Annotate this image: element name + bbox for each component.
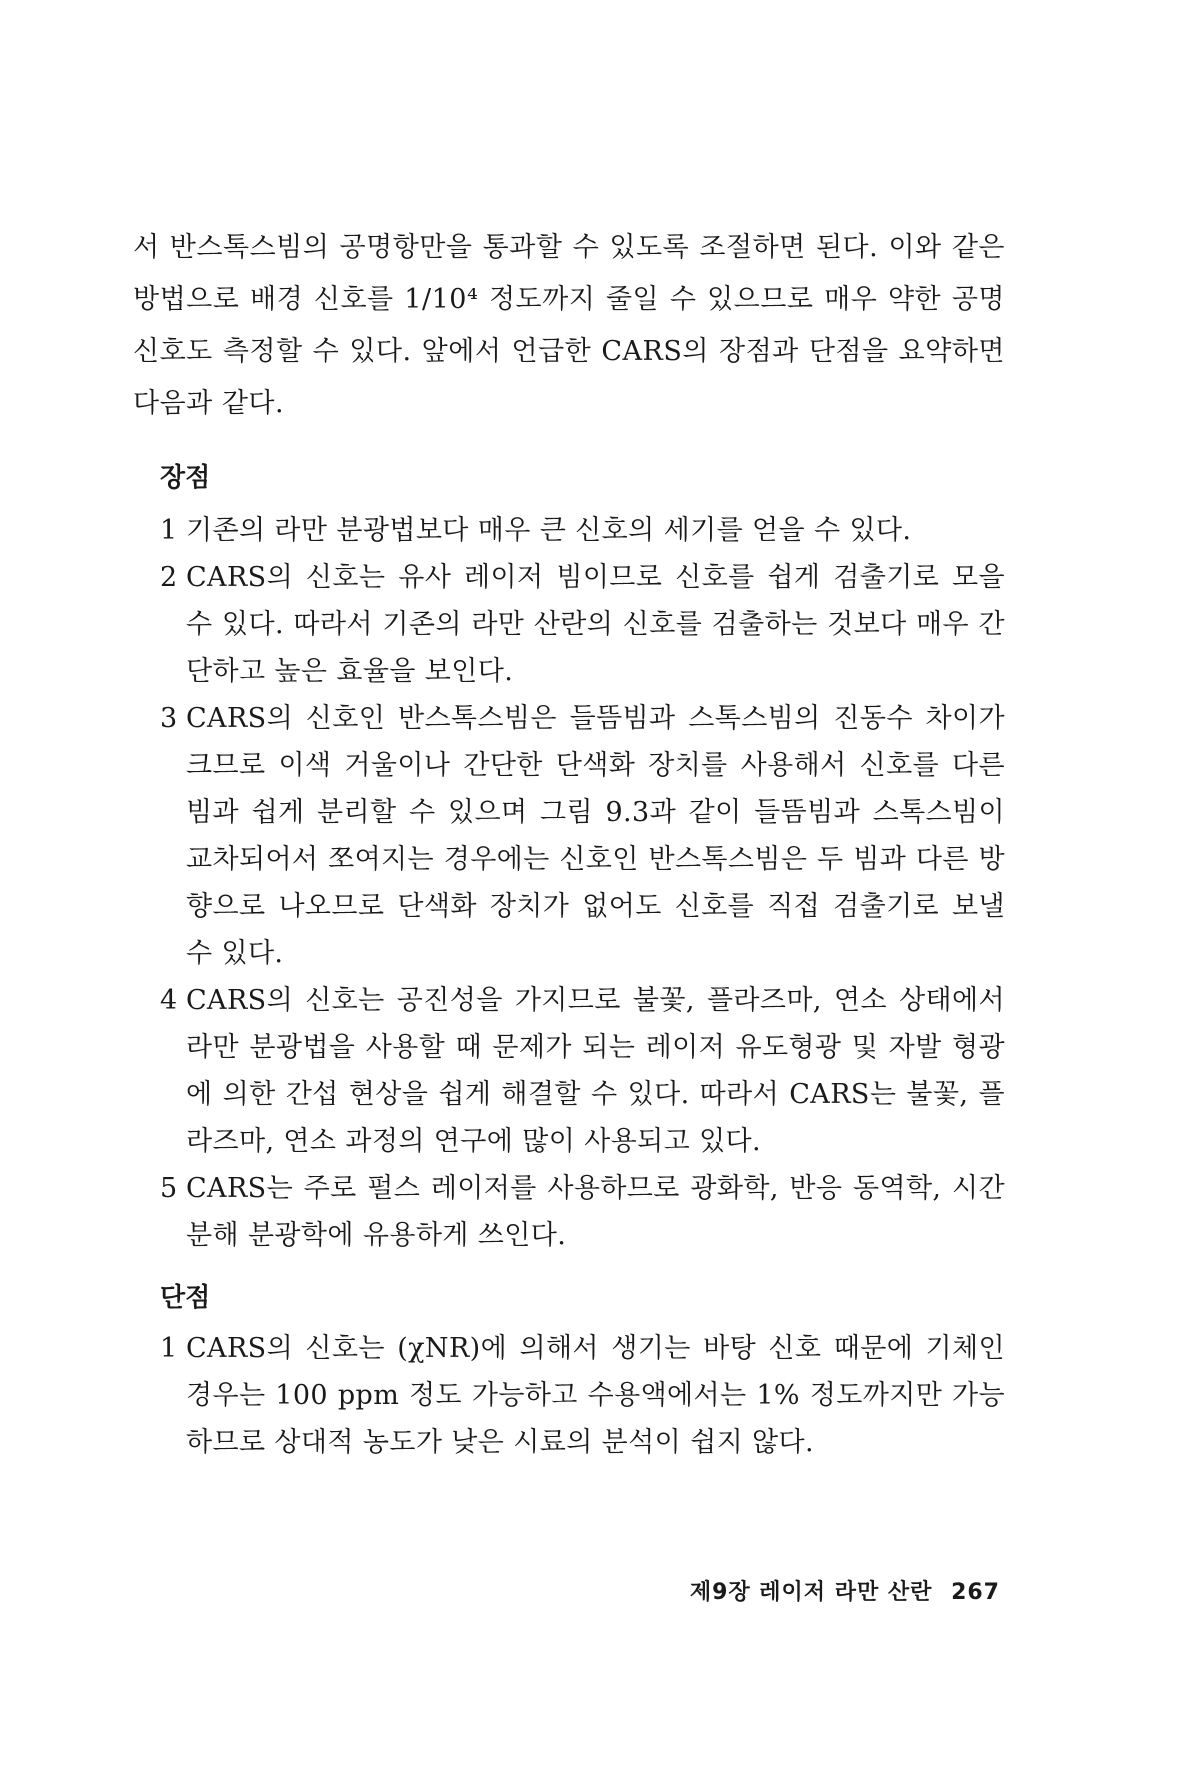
pros-item-4 xyxy=(160,977,1005,1165)
pros-list xyxy=(160,507,1005,1259)
pros-item-3 xyxy=(160,695,1005,977)
item-text: CARS는 주로 펄스 레이저를 사용하므로 광화학, 반응 동역학, 시간분해 분광학에 유용하게 쓰인다. xyxy=(186,1173,1005,1251)
chapter-title: 제9장 레이저 라만 산란 xyxy=(689,1580,933,1605)
item-text: CARS의 신호인 반스톡스빔은 들뜸빔과 스톡스빔의 진동수 차이가 크므로 이색 거울이나 간단한 단색화 장치를 사용해서 신호를 다른 빔과 쉽게 분리할 수 있으며 그림 9.3과 같이 들뜸빔과 스톡스빔이 교차되어서 쪼여지는 경우에는 신호인 반스톡스빔은 두 빔과 다른 방향으로 나오므로 단색화 장치가 없어도 신호를 직접 검출기로 보낼 수 있다. xyxy=(186,703,1005,969)
pros-item-2 xyxy=(160,554,1005,695)
cons-list xyxy=(160,1325,1005,1466)
item-text: 기존의 라만 분광법보다 매우 큰 신호의 세기를 얻을 수 있다. xyxy=(186,515,912,546)
item-number: 2 xyxy=(160,562,178,593)
cons-heading: 단점 xyxy=(160,1283,211,1313)
item-number: 5 xyxy=(160,1173,178,1204)
pros-item-1 xyxy=(160,507,1005,554)
item-text: CARS의 신호는 공진성을 가지므로 불꽃, 플라즈마, 연소 상태에서 라만 분광법을 사용할 때 문제가 되는 레이저 유도형광 및 자발 형광에 의한 간섭 현상을 쉽게 해결할 수 있다. 따라서 CARS는 불꽃, 플라즈마, 연소 과정의 연구에 많이 사용되고 있다. xyxy=(186,985,1005,1157)
item-number: 1 xyxy=(160,515,178,546)
pros-item-5 xyxy=(160,1165,1005,1259)
item-number: 1 xyxy=(160,1333,178,1364)
item-number: 3 xyxy=(160,703,178,734)
cons-item-1 xyxy=(160,1325,1005,1466)
page-number: 267 xyxy=(951,1580,1000,1605)
page-footer xyxy=(680,1575,1000,1606)
intro-paragraph: 서 반스톡스빔의 공명항만을 통과할 수 있도록 조절하면 된다. 이와 같은 방법으로 배경 신호를 1/10⁴ 정도까지 줄일 수 있으므로 매우 약한 공명 신호도 측정할 수 있다. 앞에서 언급한 CARS의 장점과 단점을 요약하면 다음과 같다. xyxy=(133,232,1005,419)
item-text: CARS의 신호는 (χNR)에 의해서 생기는 바탕 신호 때문에 기체인 경우는 100 ppm 정도 가능하고 수용액에서는 1% 정도까지만 가능하므로 상대적 농도가 낮은 시료의 분석이 쉽지 않다. xyxy=(186,1333,1005,1458)
pros-heading: 장점 xyxy=(160,463,211,493)
item-number: 4 xyxy=(160,985,178,1016)
item-text: CARS의 신호는 유사 레이저 빔이므로 신호를 쉽게 검출기로 모을 수 있다. 따라서 기존의 라만 산란의 신호를 검출하는 것보다 매우 간단하고 높은 효율을 보인다. xyxy=(186,562,1005,687)
